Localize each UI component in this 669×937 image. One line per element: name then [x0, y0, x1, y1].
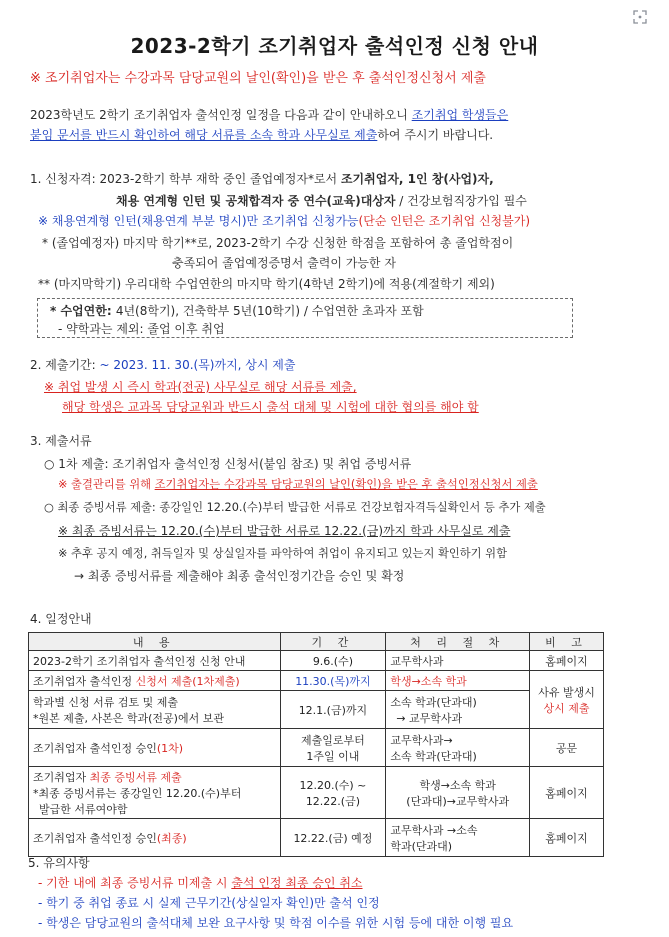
row-process-text: 교무학사과 →소속	[390, 823, 478, 837]
row-process	[386, 691, 530, 729]
row-note-red: 상시 제출	[543, 701, 590, 715]
row-note: 홈페이지	[530, 651, 604, 671]
section-3-line-2	[58, 476, 538, 492]
section-5-line-2: - 학기 중 취업 종료 시 실제 근무기간(상실일자 확인)만 출석 인정	[38, 896, 380, 910]
row-content	[29, 729, 281, 767]
page-title: 2023-2학기 조기취업자 출석인정 신청 안내	[130, 34, 539, 58]
row-content-red: 신청서 제출(1차제출)	[135, 674, 240, 688]
section-1-line-3	[38, 212, 530, 229]
s1-red-note: (단순 인턴은 조기취업 신청불가)	[358, 214, 531, 228]
row-content-text: 조기취업자	[33, 770, 90, 784]
table-row	[29, 651, 604, 671]
section-1-line-6: ** (마지막학기) 우리대학 수업연한의 마지막 학기(4학년 2학기)에 적용(계절학기 제외)	[38, 277, 495, 291]
row-process-text: → 교무학사과	[396, 711, 463, 725]
row-note	[530, 671, 604, 729]
duration-note-label: * 수업연한:	[50, 304, 116, 318]
row-process: 학생→소속 학과	[386, 671, 530, 691]
table-row	[29, 819, 604, 857]
row-content-text: 조기취업자 출석인정 승인	[33, 741, 157, 755]
section-1-line-4: * (졸업예정자) 마지막 학기**로, 2023-2학기 수강 신청한 학점을 포함하여 총 졸업학점이	[42, 236, 514, 250]
row-content	[29, 671, 281, 691]
row-content	[29, 819, 281, 857]
section-5-line-3: - 학생은 담당교원의 출석대체 보완 요구사항 및 학점 이수를 위한 시험 등에 대한 이행 필요	[38, 916, 514, 930]
row-period	[280, 729, 386, 767]
duration-note-line-2: - 약학과는 제외: 졸업 이후 취업	[58, 322, 225, 336]
table-row	[29, 671, 604, 691]
schedule-table	[28, 632, 604, 857]
row-process-text: 교무학사과→	[390, 733, 453, 747]
section-1-line-2	[116, 192, 527, 209]
row-period-text: 제출일로부터	[301, 733, 365, 747]
row-content: 2023-2학기 조기취업자 출석인정 신청 안내	[29, 651, 281, 671]
column-header: 기 간	[280, 633, 386, 651]
s1-text: 2023-2학기 학부 재학 중인 졸업예정자*로서	[99, 172, 341, 186]
s3-red-note: ※ 출결관리를 위해	[58, 478, 155, 491]
section-5-line-1	[38, 874, 363, 891]
intro-text: 하여 주시기 바랍니다.	[377, 128, 494, 142]
section-3-line-3: ○ 최종 증빙서류 제출: 종강일인 12.20.(수)부터 발급한 서류로 건강보험자격득실확인서 등 추가 제출	[44, 501, 546, 514]
column-header: 처 리 절 차	[386, 633, 530, 651]
intro-text: 2023학년도 2학기 조기취업자 출석인정 일정을 다음과 같이 안내하오니	[30, 108, 412, 122]
row-content-text: *최종 증빙서류는 종강일인 12.20.(수)부터	[33, 786, 242, 800]
row-content-red: (1차)	[156, 741, 184, 755]
row-content	[29, 767, 281, 819]
table-row	[29, 691, 604, 729]
row-process	[386, 767, 530, 819]
table-header-row	[29, 633, 604, 651]
section-4-heading: 4. 일정안내	[30, 612, 92, 626]
submission-period: ~ 2023. 11. 30.(목)까지, 상시 제출	[99, 358, 296, 372]
s5-red-text: - 기한 내에 최종 증빙서류 미제출 시	[38, 876, 232, 890]
section-2-line-3: 해당 학생은 교과목 담당교원과 반드시 출석 대체 및 시험에 대한 협의를 해야 함	[62, 400, 479, 414]
row-process-text: 학생→소속 학과	[419, 778, 496, 792]
row-period: 9.6.(수)	[280, 651, 386, 671]
duration-note-text: 4년(8학기), 건축학부 5년(10학기) / 수업연한 초과자 포함	[115, 304, 424, 318]
section-5-heading: 5. 유의사항	[28, 856, 90, 870]
row-period: 12.22.(금) 예정	[280, 819, 386, 857]
row-period-text: 12.20.(수) ~	[299, 778, 367, 792]
row-process-text: (단과대)→교무학사과	[406, 794, 510, 808]
row-content-text: 학과별 신청 서류 검토 및 제출	[33, 695, 178, 709]
row-content-text: 조기취업자 출석인정 승인	[33, 831, 157, 845]
row-content-text: *원본 제출, 사본은 학과(전공)에서 보관	[33, 711, 224, 725]
section-2-heading: 2. 제출기간:	[30, 358, 100, 372]
row-period: 11.30.(목)까지	[280, 671, 386, 691]
row-process-text: 소속 학과(단과대)	[390, 695, 477, 709]
section-3-line-1: ○ 1차 제출: 조기취업자 출석인정 신청서(붙임 참조) 및 취업 증빙서류	[44, 457, 412, 471]
section-3-line-4: ※ 최종 증빙서류는 12.20.(수)부터 발급한 서류로 12.22.(금)까지 학과 사무실로 제출	[58, 524, 511, 538]
s1-bold: 조기취업자, 1인 창(사업)자,	[340, 172, 494, 186]
row-note: 공문	[530, 729, 604, 767]
intro-highlight: 조기취업 학생들은	[411, 108, 509, 122]
section-3-line-5: ※ 추후 공지 예정, 취득일자 및 상실일자를 파악하여 취업이 유지되고 있는지 확인하기 위함	[58, 547, 508, 560]
expand-icon[interactable]	[633, 10, 649, 26]
row-process	[386, 729, 530, 767]
s1-text: / 건강보험직장가입 필수	[395, 194, 527, 208]
row-content-red: 최종 증빙서류 제출	[89, 770, 182, 784]
s5-red-underline: 출석 인정 최종 승인 취소	[231, 876, 363, 890]
section-1-line-5: 충족되어 졸업예정증명서 출력이 가능한 자	[172, 256, 396, 270]
row-process-text: 학과(단과대)	[390, 839, 453, 853]
intro-line-1	[30, 106, 508, 123]
intro-highlight: 붙임 문서를 반드시 확인하여 해당 서류를 소속 학과 사무실로 제출	[30, 128, 378, 142]
section-1-line-1	[30, 170, 494, 187]
row-content-text: 발급한 서류여야함	[39, 802, 128, 816]
intro-line-2	[30, 126, 493, 143]
row-period-text: 1주일 이내	[306, 749, 360, 763]
row-content-red: (최종)	[156, 831, 187, 845]
subtitle-notice: ※ 조기취업자는 수강과목 담당교원의 날인(확인)을 받은 후 출석인정신청서 제출	[30, 71, 486, 86]
column-header: 비 고	[530, 633, 604, 651]
section-2-line-1	[30, 356, 295, 373]
section-3-line-6: → 최종 증빙서류를 제출해야 최종 출석인정기간을 승인 및 확정	[74, 569, 405, 583]
table-row	[29, 767, 604, 819]
row-period: 12.1.(금)까지	[280, 691, 386, 729]
column-header: 내 용	[29, 633, 281, 651]
row-process	[386, 819, 530, 857]
row-note: 홈페이지	[530, 767, 604, 819]
s3-red-underline: 조기취업자는 수강과목 담당교원의 날인(확인)을 받은 후 출석인정신청서 제출	[154, 478, 538, 491]
row-content	[29, 691, 281, 729]
section-1-heading: 1. 신청자격:	[30, 172, 100, 186]
row-content-text: 조기취업자 출석인정	[33, 674, 136, 688]
row-note: 홈페이지	[530, 819, 604, 857]
row-process: 교무학사과	[386, 651, 530, 671]
section-2-line-2: ※ 취업 발생 시 즉시 학과(전공) 사무실로 해당 서류를 제출,	[44, 380, 357, 394]
table-row	[29, 729, 604, 767]
row-period-text: 12.22.(금)	[305, 794, 361, 808]
s1-bold: 채용 연계형 인턴 및 공채합격자 중 연수(교육)대상자	[116, 194, 396, 208]
section-3-heading: 3. 제출서류	[30, 434, 92, 448]
row-note-text: 사유 발생시	[538, 685, 595, 699]
row-process-text: 소속 학과(단과대)	[390, 749, 477, 763]
s1-blue-note: ※ 채용연계형 인턴(채용연계 부분 명시)만 조기취업 신청가능	[38, 214, 359, 228]
row-period	[280, 767, 386, 819]
duration-note-line-1	[50, 302, 424, 319]
